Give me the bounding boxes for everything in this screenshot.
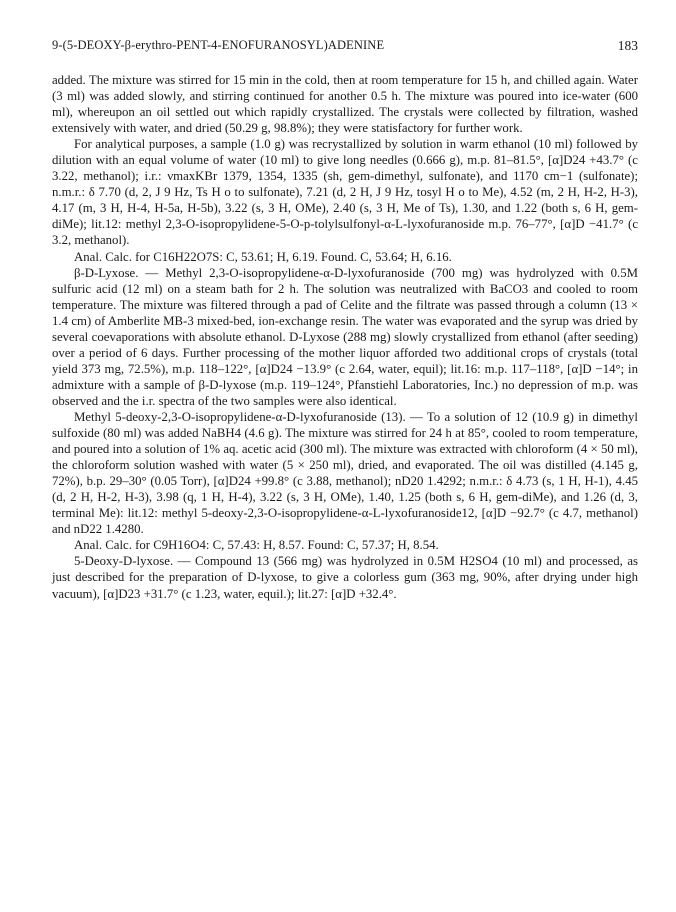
page-header bbox=[52, 38, 638, 58]
paragraph-analytical-sample: For analytical purposes, a sample (1.0 g) was recrystallized by solution in warm ethanol (10 ml) followed by dilution with an equal volume of water (10 ml) to give long needles (0.666 g), m.p. 81–81.5°, [α]D24 +43.7° (c 3.22, methanol); i.r.: νmaxKBr 1379, 1354, 1335 (sh, gem-dimethyl, sulfonate), and 1170 cm−1 (sulfonate); n.m.r.: δ 7.70 (d, 2, J 9 Hz, Ts H o to sulfonate), 7.21 (d, 2 H, J 9 Hz, tosyl H o to Me), 4.52 (m, 2 H, H-2, H-3), 4.17 (m, 3 H, H-4, H-5a, H-5b), 3.22 (s, 3 H, OMe), 2.40 (s, 3 H, Me of Ts), 1.30, and 1.22 (both s, 6 H, gem-diMe); lit.12: methyl 2,3-O-isopropylidene-5-O-p-tolylsulfonyl-α-L-lyxofuranoside m.p. 76–77°, [α]D −41.7° (c 3.2, methanol). bbox=[52, 137, 638, 248]
article-body bbox=[52, 72, 638, 602]
paragraph-analysis-1: Anal. Calc. for C16H22O7S: C, 53.61; H, 6.19. Found. C, 53.64; H, 6.16. bbox=[74, 249, 452, 264]
paragraph-analysis-2: Anal. Calc. for C9H16O4: C, 57.43: H, 8.57. Found: C, 57.37; H, 8.54. bbox=[74, 538, 439, 553]
page-number: 183 bbox=[617, 38, 638, 53]
paragraph-deoxy-lyxose: 5-Deoxy-D-lyxose. — Compound 13 (566 mg) was hydrolyzed in 0.5M H2SO4 (10 ml) and processed, as just described for the preparation of D-lyxose, to give a colorless gum (363 mg, 90%, after drying under high vacuum), [α]D23 +31.7° (c 1.23, water, equil.); lit.27: [α]D +32.4°. bbox=[52, 554, 638, 601]
paragraph-lyxose: β-D-Lyxose. — Methyl 2,3-O-isopropylidene-α-D-lyxofuranoside (700 mg) was hydrolyzed with 0.5M sulfuric acid (12 ml) on a steam bath for 2 h. The solution was neutralized with BaCO3 and cooled to room temperature. The mixture was filtered through a pad of Celite and the filtrate was passed through a column (13 × 1.4 cm) of Amberlite MB-3 mixed-bed, ion-exchange resin. The water was evaporated and the syrup was dried by several coevaporations with absolute ethanol. D-Lyxose (288 mg) slowly crystallized from ethanol (after seeding) over a period of 6 days. Further processing of the mother liquor afforded two additional crops of crystals (total yield 373 mg, 72.5%), m.p. 118–122°, [α]D24 −13.9° (c 2.64, water, equil); lit.16: m.p. 117–118°, [α]D −14°; in admixture with a sample of β-D-lyxose (m.p. 119–124°, Pfanstiehl Laboratories, Inc.) no depression of m.p. was observed and the i.r. spectra of the two samples were also identical. bbox=[52, 265, 638, 408]
running-head: 9-(5-DEOXY-β-erythro-PENT-4-ENOFURANOSYL)ADENINE bbox=[52, 38, 385, 52]
paragraph-continued: added. The mixture was stirred for 15 min in the cold, then at room temperature for 15 h, and chilled again. Water (3 ml) was added slowly, and stirring continued for another 0.5 h. The mixture was poured into ice-water (600 ml), whereupon an oil settled out which rapidly crystallized. The crystals were collected by filtration, washed extensively with water, and dried (50.29 g, 98.8%); they were statisfactory for further work. bbox=[52, 73, 638, 136]
paragraph-compound-13: Methyl 5-deoxy-2,3-O-isopropylidene-α-D-lyxofuranoside (13). — To a solution of 12 (10.9 g) in dimethyl sulfoxide (80 ml) was added NaBH4 (4.6 g). The mixture was stirred for 24 h at 85°, cooled to room temperature, and poured into a solution of 1% aq. acetic acid (300 ml). The mixture was extracted with chloroform (4 × 50 ml), the chloroform solution washed with water (5 × 250 ml), dried, and evaporated. The oil was distilled (4.145 g, 72%), b.p. 29–30° (0.05 Torr), [α]D24 +99.8° (c 3.88, methanol); nD20 1.4292; n.m.r.: δ 4.73 (s, 1 H, H-1), 4.45 (d, 2 H, H-2, H-3), 3.98 (q, 1 H, H-4), 3.22 (s, 3 H, OMe), 1.40, 1.25 (both s, 6 H, gem-diMe), and 1.26 (d, 3, terminal Me): lit.12: methyl 5-deoxy-2,3-O-isopropylidene-α-L-lyxofuranoside12, [α]D −92.7° (c 4.7, methanol) and nD22 1.4280. bbox=[52, 409, 638, 537]
